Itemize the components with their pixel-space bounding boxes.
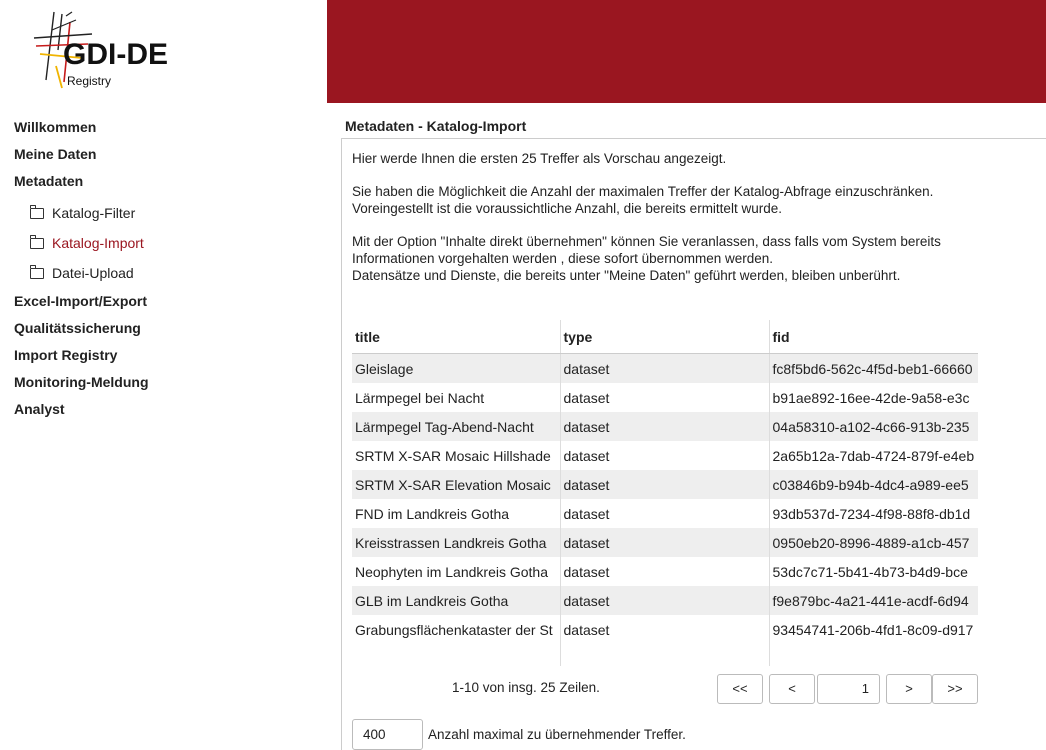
nav-item-willkommen[interactable]: Willkommen — [14, 119, 97, 135]
cell-title: SRTM X-SAR Mosaic Hillshade — [352, 441, 560, 470]
table-row[interactable] — [352, 383, 978, 412]
folder-icon — [30, 268, 44, 279]
nav-item-meine-daten[interactable]: Meine Daten — [14, 146, 97, 162]
table-row[interactable] — [352, 528, 978, 557]
table-row[interactable] — [352, 499, 978, 528]
intro-text — [352, 150, 1032, 300]
nav-item-metadaten[interactable]: Metadaten — [14, 173, 84, 189]
cell-type: dataset — [560, 383, 769, 412]
pager-prev-button[interactable]: < — [769, 674, 815, 704]
table-row[interactable] — [352, 441, 978, 470]
nav-sub-datei-upload[interactable] — [14, 258, 314, 288]
table-filler-row — [352, 644, 978, 666]
nav-sub-label: Katalog-Import — [52, 235, 144, 251]
cell-title: Lärmpegel Tag-Abend-Nacht — [352, 412, 560, 441]
nav-item-import-registry[interactable]: Import Registry — [14, 347, 118, 363]
results-table — [352, 320, 978, 666]
nav-item-qualitaetssicherung[interactable]: Qualitätssicherung — [14, 320, 141, 336]
cell-title: FND im Landkreis Gotha — [352, 499, 560, 528]
nav-item-analyst[interactable]: Analyst — [14, 401, 65, 417]
gdi-de-logo[interactable] — [32, 10, 182, 92]
cell-fid: 53dc7c71-5b41-4b73-b4d9-bce — [769, 557, 978, 586]
table-row[interactable] — [352, 412, 978, 441]
table-row[interactable] — [352, 354, 978, 384]
column-header-type[interactable]: type — [560, 320, 769, 354]
folder-icon — [30, 208, 44, 219]
max-hits-label: Anzahl maximal zu übernehmender Treffer. — [428, 727, 686, 742]
cell-type: dataset — [560, 557, 769, 586]
cell-fid: b91ae892-16ee-42de-9a58-e3c — [769, 383, 978, 412]
cell-fid: fc8f5bd6-562c-4f5d-beb1-66660 — [769, 354, 978, 384]
cell-title: Lärmpegel bei Nacht — [352, 383, 560, 412]
pager-page-input[interactable]: 1 — [817, 674, 880, 704]
intro-paragraph: Hier werde Ihnen die ersten 25 Treffer als Vorschau angezeigt. — [352, 151, 727, 166]
nav-item-excel-import-export[interactable]: Excel-Import/Export — [14, 293, 148, 309]
cell-title: Kreisstrassen Landkreis Gotha — [352, 528, 560, 557]
cell-type: dataset — [560, 470, 769, 499]
cell-title: Neophyten im Landkreis Gotha — [352, 557, 560, 586]
nav-sub-label: Katalog-Filter — [52, 205, 136, 221]
cell-fid: 0950eb20-8996-4889-a1cb-457 — [769, 528, 978, 557]
intro-paragraph: Sie haben die Möglichkeit die Anzahl der maximalen Treffer der Katalog-Abfrage einzuschränken. Voreingestellt ist die voraussichtliche Anzahl, die bereits ermittelt wurde. — [352, 184, 934, 216]
nav-item-monitoring-meldung[interactable]: Monitoring-Meldung — [14, 374, 149, 390]
cell-fid: 93db537d-7234-4f98-88f8-db1d — [769, 499, 978, 528]
filler-cell — [560, 644, 769, 666]
cell-fid: 93454741-206b-4fd1-8c09-d917 — [769, 615, 978, 644]
cell-type: dataset — [560, 615, 769, 644]
cell-type: dataset — [560, 586, 769, 615]
cell-fid: 04a58310-a102-4c66-913b-235 — [769, 412, 978, 441]
cell-title: Grabungsflächenkataster der St — [352, 615, 560, 644]
logo-title: GDI-DE — [63, 38, 168, 71]
sidebar-nav — [14, 117, 314, 426]
cell-type: dataset — [560, 354, 769, 384]
cell-title: GLB im Landkreis Gotha — [352, 586, 560, 615]
table-row[interactable] — [352, 557, 978, 586]
cell-type: dataset — [560, 499, 769, 528]
column-header-title[interactable]: title — [352, 320, 560, 354]
nav-sub-label: Datei-Upload — [52, 265, 134, 281]
filler-cell — [352, 644, 560, 666]
filler-cell — [769, 644, 978, 666]
pager-info: 1-10 von insg. 25 Zeilen. — [452, 680, 600, 695]
max-hits-input[interactable]: 400 — [352, 719, 423, 750]
cell-type: dataset — [560, 412, 769, 441]
page-title: Metadaten - Katalog-Import — [345, 118, 527, 134]
cell-fid: f9e879bc-4a21-441e-acdf-6d94 — [769, 586, 978, 615]
header-banner — [327, 0, 1046, 103]
cell-fid: 2a65b12a-7dab-4724-879f-e4eb — [769, 441, 978, 470]
pager-last-button[interactable]: >> — [932, 674, 978, 704]
logo-subtitle: Registry — [67, 74, 112, 88]
pager-first-button[interactable]: << — [717, 674, 763, 704]
table-row[interactable] — [352, 470, 978, 499]
nav-sub-katalog-filter[interactable] — [14, 198, 314, 228]
cell-fid: c03846b9-b94b-4dc4-a989-ee5 — [769, 470, 978, 499]
cell-type: dataset — [560, 528, 769, 557]
nav-sub-katalog-import[interactable] — [14, 228, 314, 258]
column-header-fid[interactable]: fid — [769, 320, 978, 354]
table-row[interactable] — [352, 586, 978, 615]
folder-icon — [30, 238, 44, 249]
cell-title: SRTM X-SAR Elevation Mosaic — [352, 470, 560, 499]
table-row[interactable] — [352, 615, 978, 644]
results-table-container[interactable] — [352, 320, 978, 666]
pager-next-button[interactable]: > — [886, 674, 932, 704]
intro-paragraph: Mit der Option "Inhalte direkt übernehmen" können Sie veranlassen, dass falls vom System bereits Informationen vorgehalten werden , diese sofort übernommen werden. Datensätze und Dienste, die bereits unter "Meine Daten" geführt werden, bleiben unberührt. — [352, 234, 941, 283]
cell-title: Gleislage — [352, 354, 560, 384]
cell-type: dataset — [560, 441, 769, 470]
